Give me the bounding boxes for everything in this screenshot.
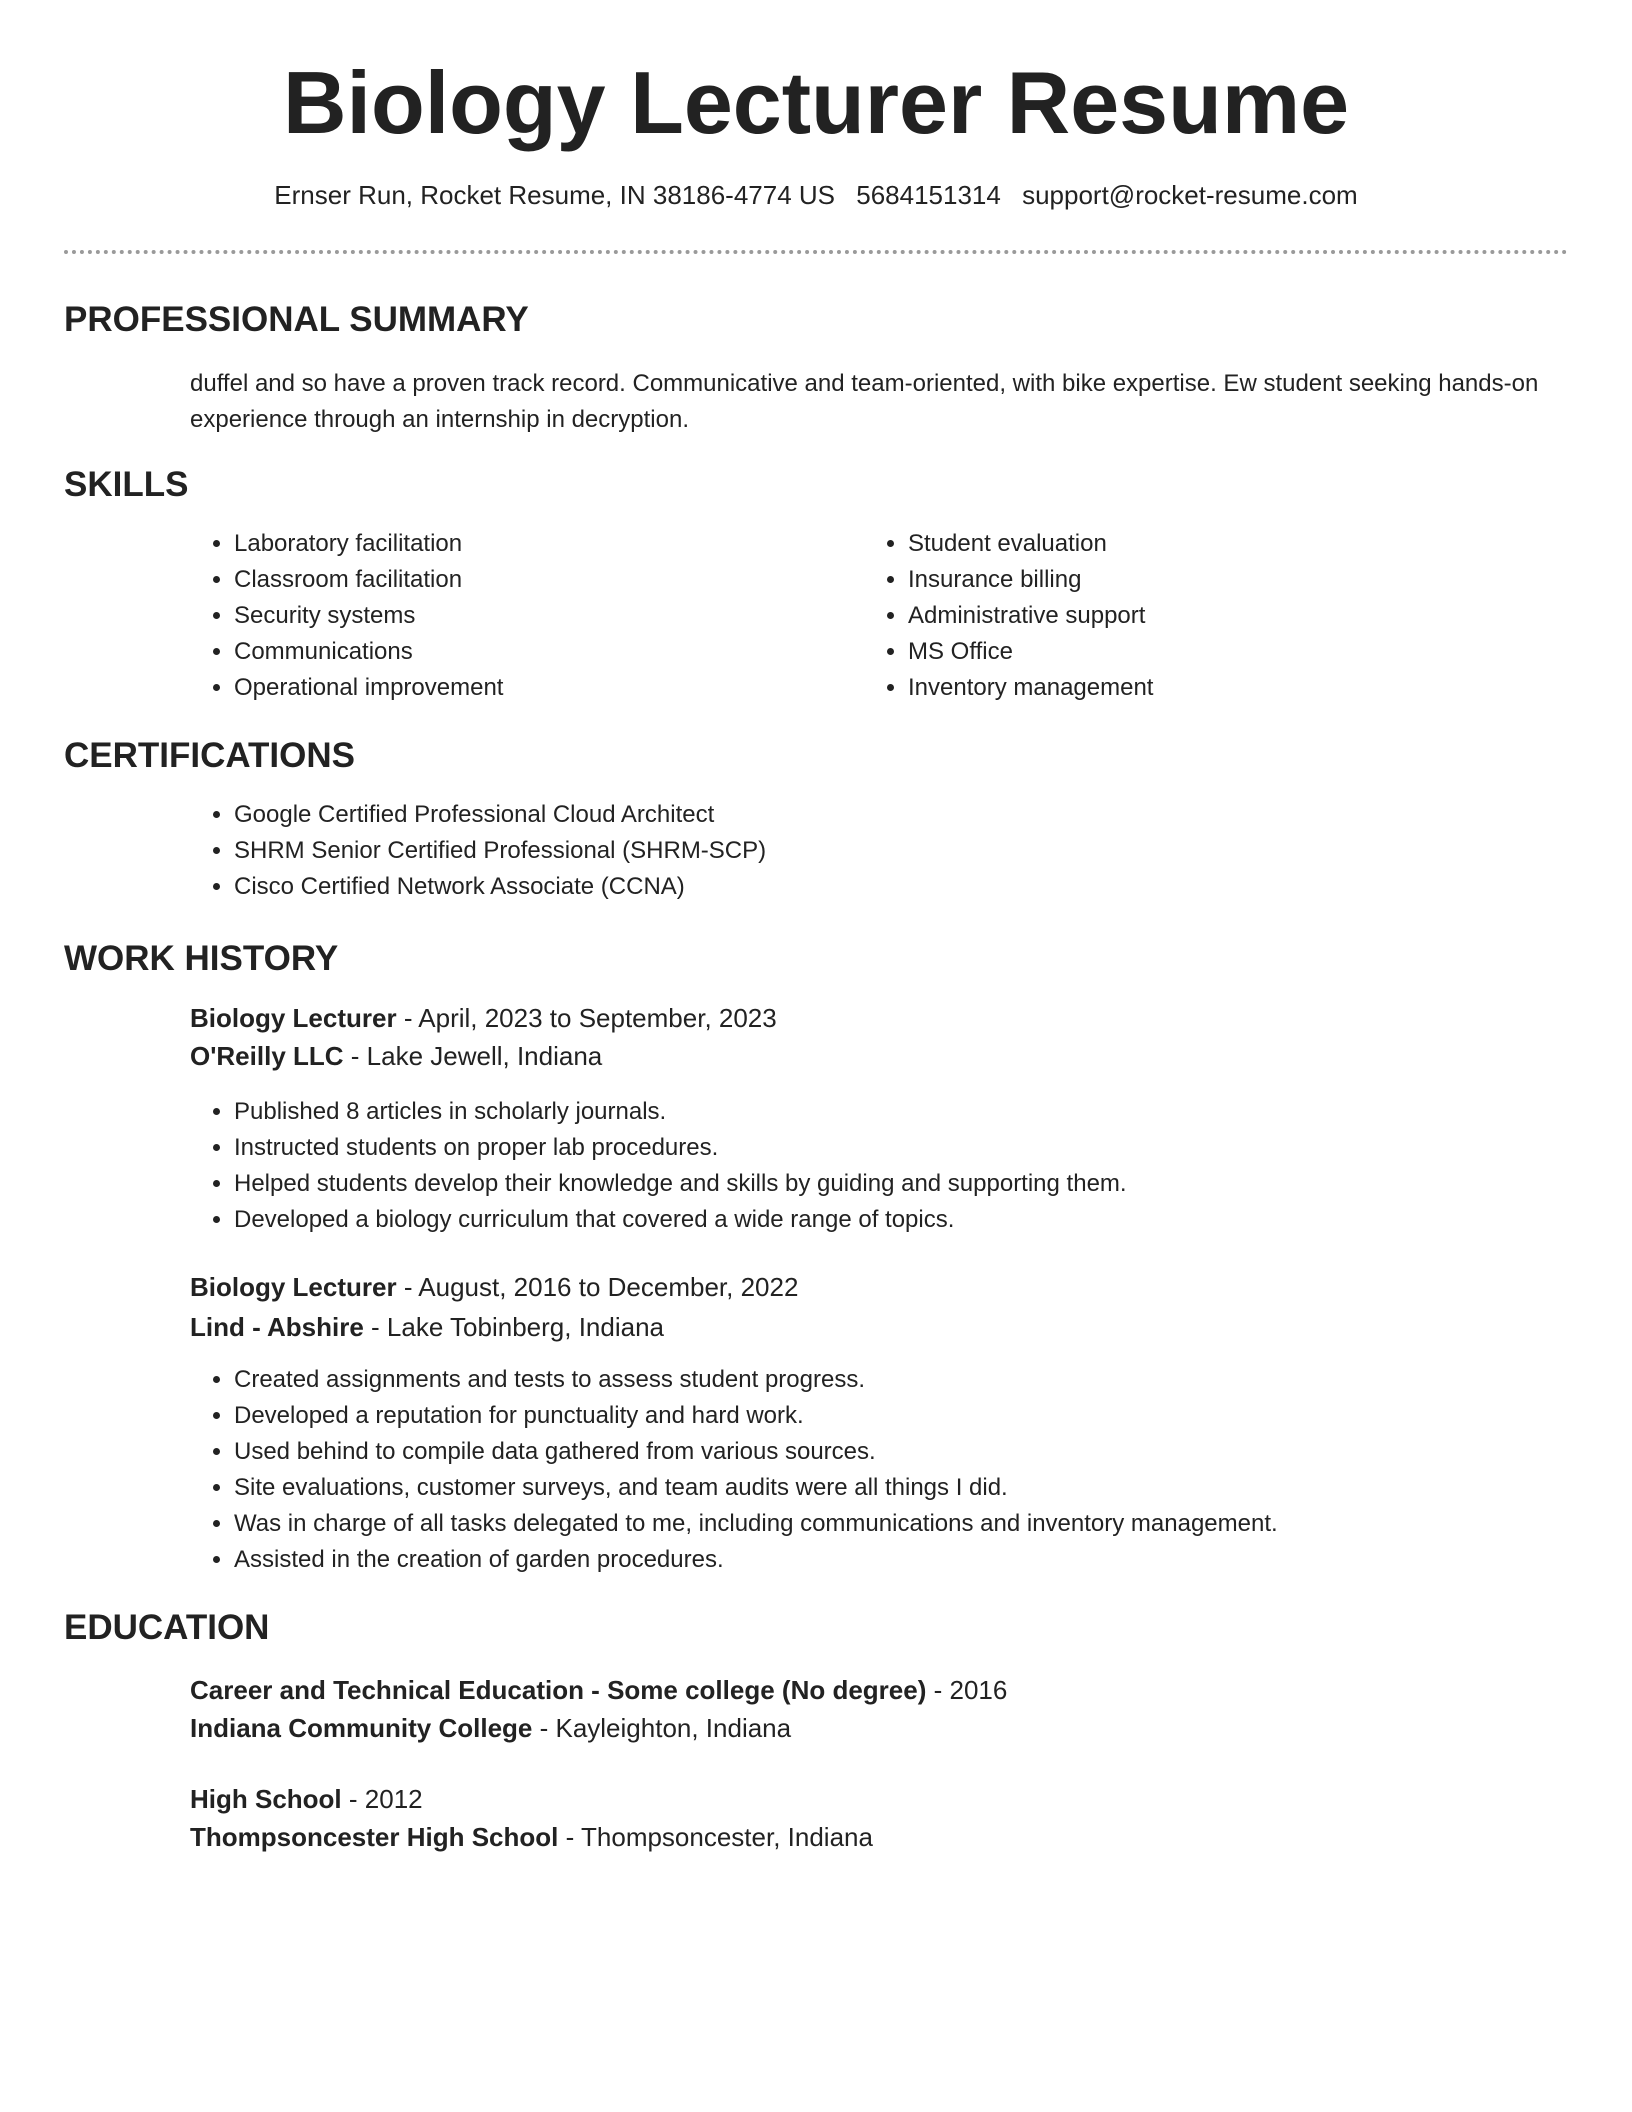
job-bullet: • Instructed students on proper lab procedures. <box>234 1130 1594 1166</box>
skill-item: • Administrative support <box>908 598 1548 634</box>
skill-item: • Inventory management <box>908 670 1548 706</box>
job-company: Lind - Abshire <box>190 1312 364 1342</box>
skills-list-right <box>864 526 1548 706</box>
job-dates: - August, 2016 to December, 2022 <box>396 1272 799 1302</box>
skill-item: • Classroom facilitation <box>234 562 834 598</box>
job-bullet: • Was in charge of all tasks delegated to me, including communications and inventory management. <box>234 1506 1594 1542</box>
job-location: - Lake Jewell, Indiana <box>343 1041 603 1071</box>
education-degree-line <box>190 1784 423 1815</box>
job-bullet: • Assisted in the creation of garden procedures. <box>234 1542 1594 1578</box>
section-title-work-history: WORK HISTORY <box>64 939 339 978</box>
skill-item: • Communications <box>234 634 834 670</box>
job-company-line <box>190 1041 602 1072</box>
education-degree: Career and Technical Education - Some college (No degree) <box>190 1675 927 1705</box>
education-school-line <box>190 1713 791 1744</box>
contact-phone: 5684151314 <box>856 180 1001 210</box>
header-divider <box>64 250 1568 254</box>
summary-text: duffel and so have a proven track record. Communicative and team-oriented, with bike expertise. Ew student seeking hands-on experience through an internship in decryption. <box>190 370 1539 433</box>
education-school: Thompsoncester High School <box>190 1822 559 1852</box>
job-bullet: • Developed a biology curriculum that covered a wide range of topics. <box>234 1202 1594 1238</box>
skill-item: • Insurance billing <box>908 562 1548 598</box>
job-title-line <box>190 1272 798 1303</box>
job-location: - Lake Tobinberg, Indiana <box>363 1312 664 1342</box>
education-year: - 2016 <box>926 1675 1008 1705</box>
skills-list-left <box>190 526 834 706</box>
education-location: - Thompsoncester, Indiana <box>558 1822 873 1852</box>
education-degree-line <box>190 1675 1007 1706</box>
certification-item: • Google Certified Professional Cloud Architect <box>234 797 1534 833</box>
page-title: Biology Lecturer Resume <box>282 53 1350 152</box>
section-title-certifications: CERTIFICATIONS <box>64 736 356 775</box>
education-school-line <box>190 1822 873 1853</box>
contact-email: support@rocket-resume.com <box>1022 180 1358 210</box>
job-title: Biology Lecturer <box>190 1003 397 1033</box>
job-bullet: • Site evaluations, customer surveys, and team audits were all things I did. <box>234 1470 1594 1506</box>
job-company-line <box>190 1312 664 1343</box>
education-location: - Kayleighton, Indiana <box>532 1713 792 1743</box>
skill-item: • Security systems <box>234 598 834 634</box>
skill-item: • Operational improvement <box>234 670 834 706</box>
section-title-education: EDUCATION <box>64 1608 270 1647</box>
skill-item: • Student evaluation <box>908 526 1548 562</box>
contact-line <box>0 180 1632 211</box>
job-bullet: • Helped students develop their knowledge and skills by guiding and supporting them. <box>234 1166 1594 1202</box>
education-year: - 2012 <box>341 1784 423 1814</box>
job-bullets <box>190 1094 1594 1238</box>
skill-item: • Laboratory facilitation <box>234 526 834 562</box>
certifications-list <box>190 797 1534 905</box>
job-dates: - April, 2023 to September, 2023 <box>396 1003 777 1033</box>
job-title: Biology Lecturer <box>190 1272 397 1302</box>
job-title-line <box>190 1003 777 1034</box>
job-bullet: • Created assignments and tests to assess student progress. <box>234 1362 1594 1398</box>
section-title-skills: SKILLS <box>64 465 189 504</box>
skill-item: • MS Office <box>908 634 1548 670</box>
education-school: Indiana Community College <box>190 1713 533 1743</box>
job-bullet: • Used behind to compile data gathered from various sources. <box>234 1434 1594 1470</box>
certification-item: • Cisco Certified Network Associate (CCNA) <box>234 869 1534 905</box>
certification-item: • SHRM Senior Certified Professional (SHRM-SCP) <box>234 833 1534 869</box>
job-bullet: • Developed a reputation for punctuality and hard work. <box>234 1398 1594 1434</box>
education-degree: High School <box>190 1784 342 1814</box>
job-bullet: • Published 8 articles in scholarly journals. <box>234 1094 1594 1130</box>
job-company: O'Reilly LLC <box>190 1041 344 1071</box>
contact-address: Ernser Run, Rocket Resume, IN 38186-4774 US <box>274 180 835 210</box>
job-bullets <box>190 1362 1594 1578</box>
section-title-summary: PROFESSIONAL SUMMARY <box>64 300 529 339</box>
